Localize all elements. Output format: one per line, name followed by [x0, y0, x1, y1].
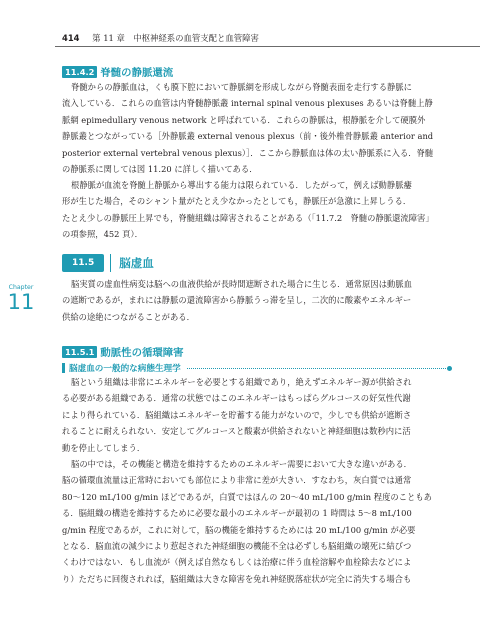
text-line: 脊髄からの静脈血は，くも膜下腔において静脈網を形成しながら脊髄表面を走行する静脈に [71, 82, 412, 92]
text-line: る．脳組織の構造を維持するために必要な最小のエネルギーが最初の 1 時間は 5～8 mL/100 [62, 508, 412, 519]
chapter-number: 11 [7, 290, 35, 314]
text-line: 形が生じた場合，そのシャント量がたとえ少なかったとしても，静脈圧が急激に上昇しうる． [62, 196, 412, 207]
page-number: 414 [62, 33, 80, 43]
chapter-label: Chapter [8, 284, 34, 291]
dotted-leader [187, 368, 448, 369]
section-badge: 11.5 [62, 254, 104, 272]
paragraph [62, 79, 450, 177]
text-line: により得られている．脳組織はエネルギーを貯蓄する能力がないので，少しでも供給が遮断さ [62, 409, 412, 420]
text-line: 静脈叢とつながっている［外静脈叢 external venous plexus（前・後外椎骨静脈叢 anterior and [62, 131, 434, 142]
chapter-tab [4, 284, 38, 314]
heading-divider [110, 254, 111, 272]
text-line: 根静脈が血流を脊髄上静脈から導出する能力は限られている．したがって，例えば動静脈瘻 [71, 180, 412, 190]
running-header [62, 32, 259, 44]
section-number: 11.4.2 [62, 66, 97, 78]
text-line: posterior external vertebral venous plexus）］．ここから静脈血は体の太い静脈系に入る．脊髄 [62, 147, 434, 158]
paragraph [62, 177, 450, 243]
text-line: 脳という組織は非常にエネルギーを必要とする組織であり，絶えずエネルギー源が供給され [71, 377, 412, 387]
section-11-5-1-heading [62, 344, 184, 359]
section-11-4-2-heading [62, 64, 173, 79]
section-title: 脊髄の静脈還流 [100, 67, 174, 79]
text-line: の項参照，452 頁）． [62, 229, 143, 240]
subheading-text: 脳虚血の一般的な病態生理学 [69, 364, 181, 374]
text-line: 流入している．これらの血管は内脊髄静脈叢 internal spinal venous plexuses あるいは脊髄上静 [62, 98, 433, 109]
section-number: 11.5.1 [62, 346, 97, 358]
text-line: れることに耐えられない．安定してグルコースと酸素が供給されないと神経細胞は数秒内に活 [62, 426, 411, 437]
text-line: の遮断であるが，まれには静脈の還流障害から静脈うっ滞を呈し，二次的に酸素やエネルギー [62, 295, 412, 306]
running-title: 第 11 章 中枢神経系の血管支配と血管障害 [92, 33, 259, 43]
text-line: g/min 程度であるが，これに対して，脳の機能を維持するためには 20 mL/100 g/min が必要 [62, 524, 416, 535]
text-line: る必要がある組織である．通常の状態ではこのエネルギーはもっぱらグルコースの好気性代謝 [62, 393, 411, 404]
text-line: くわけではない．もし血流が（例えば自然なもしくは治療に伴う血栓溶解や血栓除去などによ [62, 557, 412, 568]
text-line: 動を停止してしまう． [62, 442, 146, 453]
text-line: 脈網 epimedullary venous network と呼ばれている．これらの静脈は，根静脈を介して硬膜外 [62, 114, 426, 125]
text-line: 脳実質の虚血性病変は脳への血液供給が長時間遮断された場合に生じる．通常原因は動脈血 [71, 279, 412, 289]
text-line: 脳の中では，その機能と構造を維持するためのエネルギー需要において大きな違いがある． [71, 459, 412, 469]
paragraph [62, 456, 450, 587]
subheading-mark [62, 363, 65, 373]
text-line: となる．脳血流の減少により惹起された神経細胞の機能不全は必ずしも脳組織の壊死に結びつ [62, 541, 412, 552]
text-line: 80～120 mL/100 g/min ほどであるが，白質ではほんの 20～40 mL/100 g/min 程度のこともあ [62, 491, 432, 502]
text-line: たとえ少しの静脈圧上昇でも，脊髄組織は障害されることがある（「11.7.2 脊髄の静脈還流障害」 [62, 212, 434, 223]
section-title: 脳虚血 [119, 256, 154, 270]
subheading [62, 362, 452, 374]
leader-dot [447, 366, 452, 371]
section-11-5-heading [62, 254, 154, 272]
text-line: 脳の循環血流量は正常時においても部位により非常に差が大きい．すなわち，灰白質では通常 [62, 475, 412, 486]
paragraph [62, 276, 450, 325]
section-title: 動脈性の循環障害 [100, 347, 184, 359]
header-rule [55, 46, 480, 47]
text-line: 供給の途絶につながることがある． [62, 311, 195, 322]
text-line: り）ただちに回復されれば，脳組織は大きな障害を免れ神経脱落症状が完全に消失する場合も [62, 573, 412, 584]
text-line: の静脈系に関しては図 11.20 に詳しく描いてある． [62, 164, 258, 175]
paragraph [62, 374, 450, 456]
